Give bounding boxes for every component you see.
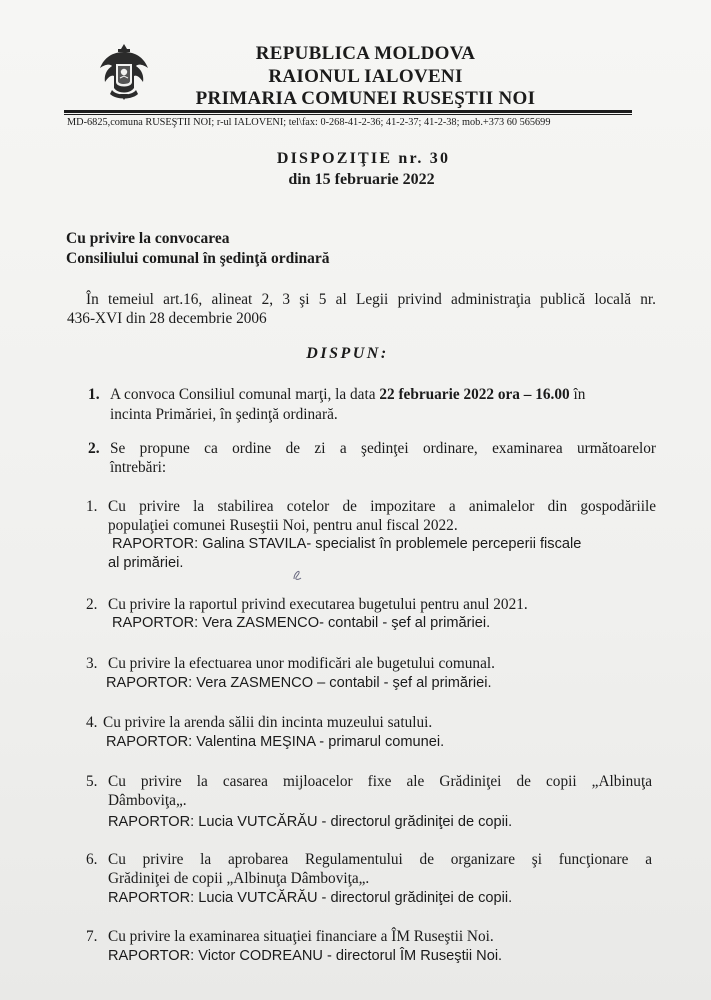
item-5-number: 5. (86, 773, 98, 790)
point-2-line-2: întrebări: (110, 459, 167, 476)
item-6-raportor-1: RAPORTOR: Lucia VUTCĂRĂU - directorul grădiniţei de copii. (108, 890, 513, 906)
item-1-line-2: populaţiei comunei Ruseştii Noi, pentru anul fiscal 2022. (108, 517, 458, 534)
item-7-line-1: Cu privire la examinarea situaţiei financiare a ÎM Ruseştii Noi. (108, 928, 494, 945)
item-6-line-1: Cu privire la aprobarea Regulamentului de organizare şi funcţionare a (108, 851, 652, 868)
item-1-raportor-2: al primăriei. (108, 555, 184, 571)
document-title: DISPOZIŢIE nr. 30 (276, 150, 451, 167)
intro-line-1: În temeiul art.16, alineat 2, 3 şi 5 al Legii privind administraţia publică locală nr. (86, 291, 656, 308)
header-divider-thick (64, 110, 632, 113)
point-1-text-b: în (569, 386, 586, 403)
item-4-raportor-1: RAPORTOR: Valentina MEŞINA - primarul comunei. (106, 734, 445, 750)
item-2-raportor-1: RAPORTOR: Vera ZASMENCO- contabil - şef al primăriei. (112, 615, 491, 631)
item-5-line-2: Dâmboviţa„. (108, 792, 187, 809)
point-2-line-1: Se propune ca ordine de zi a şedinţei ordinare, examinarea următoarelor (110, 440, 656, 457)
handwritten-mark (290, 567, 304, 581)
point-1-number: 1. (88, 386, 100, 403)
item-2-line-1: Cu privire la raportul privind executarea bugetului pentru anul 2021. (108, 596, 528, 613)
item-1-number: 1. (86, 498, 98, 515)
item-1-line-1: Cu privire la stabilirea cotelor de impozitare a animalelor din gospodăriile (108, 498, 656, 515)
item-5-raportor-1: RAPORTOR: Lucia VUTCĂRĂU - directorul grădiniţei de copii. (108, 814, 513, 830)
header-divider-thin (64, 114, 632, 115)
header-republic: REPUBLICA MOLDOVA (255, 43, 476, 64)
point-1-text-a: A convoca Consiliul comunal marţi, la data (110, 386, 380, 403)
item-3-raportor-1: RAPORTOR: Vera ZASMENCO – contabil - şef al primăriei. (106, 675, 492, 691)
point-1-line-1 (110, 386, 585, 404)
point-1-datetime: 22 februarie 2022 ora – 16.00 (379, 386, 570, 403)
item-4-number: 4. (86, 714, 98, 731)
item-3-number: 3. (86, 655, 98, 672)
item-7-number: 7. (86, 928, 98, 945)
subject-line-1: Cu privire la convocarea (66, 230, 230, 247)
header-raion: RAIONUL IALOVENI (268, 66, 463, 87)
dispun-heading: DISPUN: (306, 345, 389, 362)
point-1-line-2: incinta Primăriei, în şedinţă ordinară. (110, 406, 338, 423)
document-date: din 15 februarie 2022 (288, 171, 435, 188)
item-1-raportor-1: RAPORTOR: Galina STAVILA- specialist în problemele perceperii fiscale (112, 536, 582, 552)
point-2-number: 2. (88, 440, 100, 457)
item-6-line-2: Grădiniţei de copii „Albinuţa Dâmboviţa„. (108, 870, 370, 887)
subject-line-2: Consiliului comunal în şedinţă ordinară (66, 250, 330, 267)
item-7-raportor-1: RAPORTOR: Victor CODREANU - directorul ÎM Ruseştii Noi. (108, 948, 503, 964)
item-5-line-1: Cu privire la casarea mijloacelor fixe ale Grădiniţei de copii „Albinuţa (108, 773, 652, 790)
item-3-line-1: Cu privire la efectuarea unor modificări ale bugetului comunal. (108, 655, 495, 672)
item-2-number: 2. (86, 596, 98, 613)
header-primaria: PRIMARIA COMUNEI RUSEŞTII NOI (195, 88, 536, 109)
item-4-line-1: Cu privire la arenda sălii din incinta muzeului satului. (103, 714, 433, 731)
intro-line-2: 436-XVI din 28 decembrie 2006 (67, 310, 267, 327)
header-address: MD-6825,comuna RUSEŞTII NOI; r-ul IALOVENI; tel\fax: 0-268-41-2-36; 41-2-37; 41-2-38; mob.+373 60 565699 (67, 117, 551, 128)
item-6-number: 6. (86, 851, 98, 868)
